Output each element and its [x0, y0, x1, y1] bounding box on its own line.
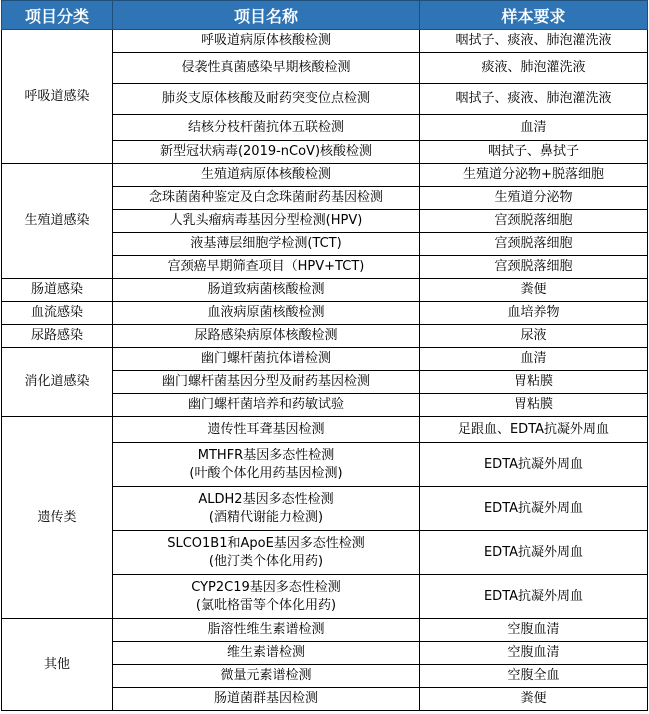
sample-cell: 血清 — [420, 348, 648, 371]
header-row — [2, 1, 648, 30]
category-cell: 生殖道感染 — [2, 164, 113, 279]
table-row — [2, 417, 648, 443]
test-items-table — [1, 0, 648, 711]
item-name: 结核分枝杆菌抗体五联检测 — [113, 115, 420, 141]
category-cell: 尿路感染 — [2, 325, 113, 348]
table-row — [2, 164, 648, 187]
sample-cell: EDTA抗凝外周血 — [420, 575, 648, 619]
sample-cell: EDTA抗凝外周血 — [420, 443, 648, 487]
header-sample: 样本要求 — [420, 1, 648, 30]
item-name: 尿路感染病原体核酸检测 — [113, 325, 420, 348]
sample-cell: 粪便 — [420, 279, 648, 302]
item-name: 血液病原菌核酸检测 — [113, 302, 420, 325]
sample-cell: 咽拭子、鼻拭子 — [420, 141, 648, 164]
item-name: ALDH2基因多态性检测 — [198, 491, 334, 507]
sample-cell: 宫颈脱落细胞 — [420, 233, 648, 256]
category-cell: 呼吸道感染 — [2, 30, 113, 164]
sample-cell: EDTA抗凝外周血 — [420, 531, 648, 575]
table-row — [2, 30, 648, 53]
item-name: 肺炎支原体核酸及耐药突变位点检测 — [113, 84, 420, 115]
item-name: 脂溶性维生素谱检测 — [113, 619, 420, 642]
item-name: CYP2C19基因多态性检测 — [191, 579, 341, 595]
sample-cell: 空腹血清 — [420, 619, 648, 642]
table-row — [2, 348, 648, 371]
table-row — [2, 279, 648, 302]
sample-cell: 血培养物 — [420, 302, 648, 325]
header-name: 项目名称 — [113, 1, 420, 30]
sample-cell: 咽拭子、痰液、肺泡灌洗液 — [420, 30, 648, 53]
sample-cell: 足跟血、EDTA抗凝外周血 — [420, 417, 648, 443]
item-name-cell — [113, 443, 420, 487]
item-name: 呼吸道病原体核酸检测 — [113, 30, 420, 53]
table-body — [2, 30, 648, 711]
sample-cell: EDTA抗凝外周血 — [420, 487, 648, 531]
category-cell: 消化道感染 — [2, 348, 113, 417]
category-cell: 其他 — [2, 619, 113, 711]
sample-cell: 痰液、肺泡灌洗液 — [420, 53, 648, 84]
item-name-note: (叶酸个体化用药基因检测) — [189, 465, 343, 481]
item-name: 宫颈癌早期筛查项目（HPV+TCT) — [113, 256, 420, 279]
item-name-note: (酒精代谢能力检测) — [208, 509, 324, 525]
item-name-cell — [113, 487, 420, 531]
sample-cell: 空腹血清 — [420, 642, 648, 665]
category-cell: 血流感染 — [2, 302, 113, 325]
sample-cell: 生殖道分泌物 — [420, 187, 648, 210]
item-name: MTHFR基因多态性检测 — [197, 447, 335, 463]
table-row — [2, 325, 648, 348]
item-name: 肠道菌群基因检测 — [113, 688, 420, 711]
item-name-cell — [113, 575, 420, 619]
item-name-note: (他汀类个体化用药) — [208, 553, 324, 569]
item-name: 生殖道病原体核酸检测 — [113, 164, 420, 187]
sample-cell: 空腹全血 — [420, 665, 648, 688]
item-name: 液基薄层细胞学检测(TCT) — [113, 233, 420, 256]
sample-cell: 血清 — [420, 115, 648, 141]
table-row — [2, 302, 648, 325]
sample-cell: 咽拭子、痰液、肺泡灌洗液 — [420, 84, 648, 115]
sample-cell: 胃粘膜 — [420, 394, 648, 417]
item-name: 念珠菌菌种鉴定及白念珠菌耐药基因检测 — [113, 187, 420, 210]
category-cell: 遗传类 — [2, 417, 113, 619]
table-row — [2, 619, 648, 642]
item-name: 幽门螺杆菌基因分型及耐药基因检测 — [113, 371, 420, 394]
item-name: 微量元素谱检测 — [113, 665, 420, 688]
item-name: 维生素谱检测 — [113, 642, 420, 665]
item-name: 人乳头瘤病毒基因分型检测(HPV) — [113, 210, 420, 233]
sample-cell: 尿液 — [420, 325, 648, 348]
item-name-note: (氯吡格雷等个体化用药) — [195, 597, 337, 613]
item-name: 遗传性耳聋基因检测 — [113, 417, 420, 443]
item-name-cell — [113, 531, 420, 575]
sample-cell: 生殖道分泌物+脱落细胞 — [420, 164, 648, 187]
sample-cell: 宫颈脱落细胞 — [420, 210, 648, 233]
item-name: SLCO1B1和ApoE基因多态性检测 — [167, 535, 365, 551]
header-category: 项目分类 — [2, 1, 113, 30]
item-name: 幽门螺杆菌培养和药敏试验 — [113, 394, 420, 417]
sample-cell: 宫颈脱落细胞 — [420, 256, 648, 279]
item-name: 肠道致病菌核酸检测 — [113, 279, 420, 302]
sample-cell: 胃粘膜 — [420, 371, 648, 394]
sample-cell: 粪便 — [420, 688, 648, 711]
item-name: 侵袭性真菌感染早期核酸检测 — [113, 53, 420, 84]
item-name: 新型冠状病毒(2019-nCoV)核酸检测 — [113, 141, 420, 164]
category-cell: 肠道感染 — [2, 279, 113, 302]
item-name: 幽门螺杆菌抗体谱检测 — [113, 348, 420, 371]
